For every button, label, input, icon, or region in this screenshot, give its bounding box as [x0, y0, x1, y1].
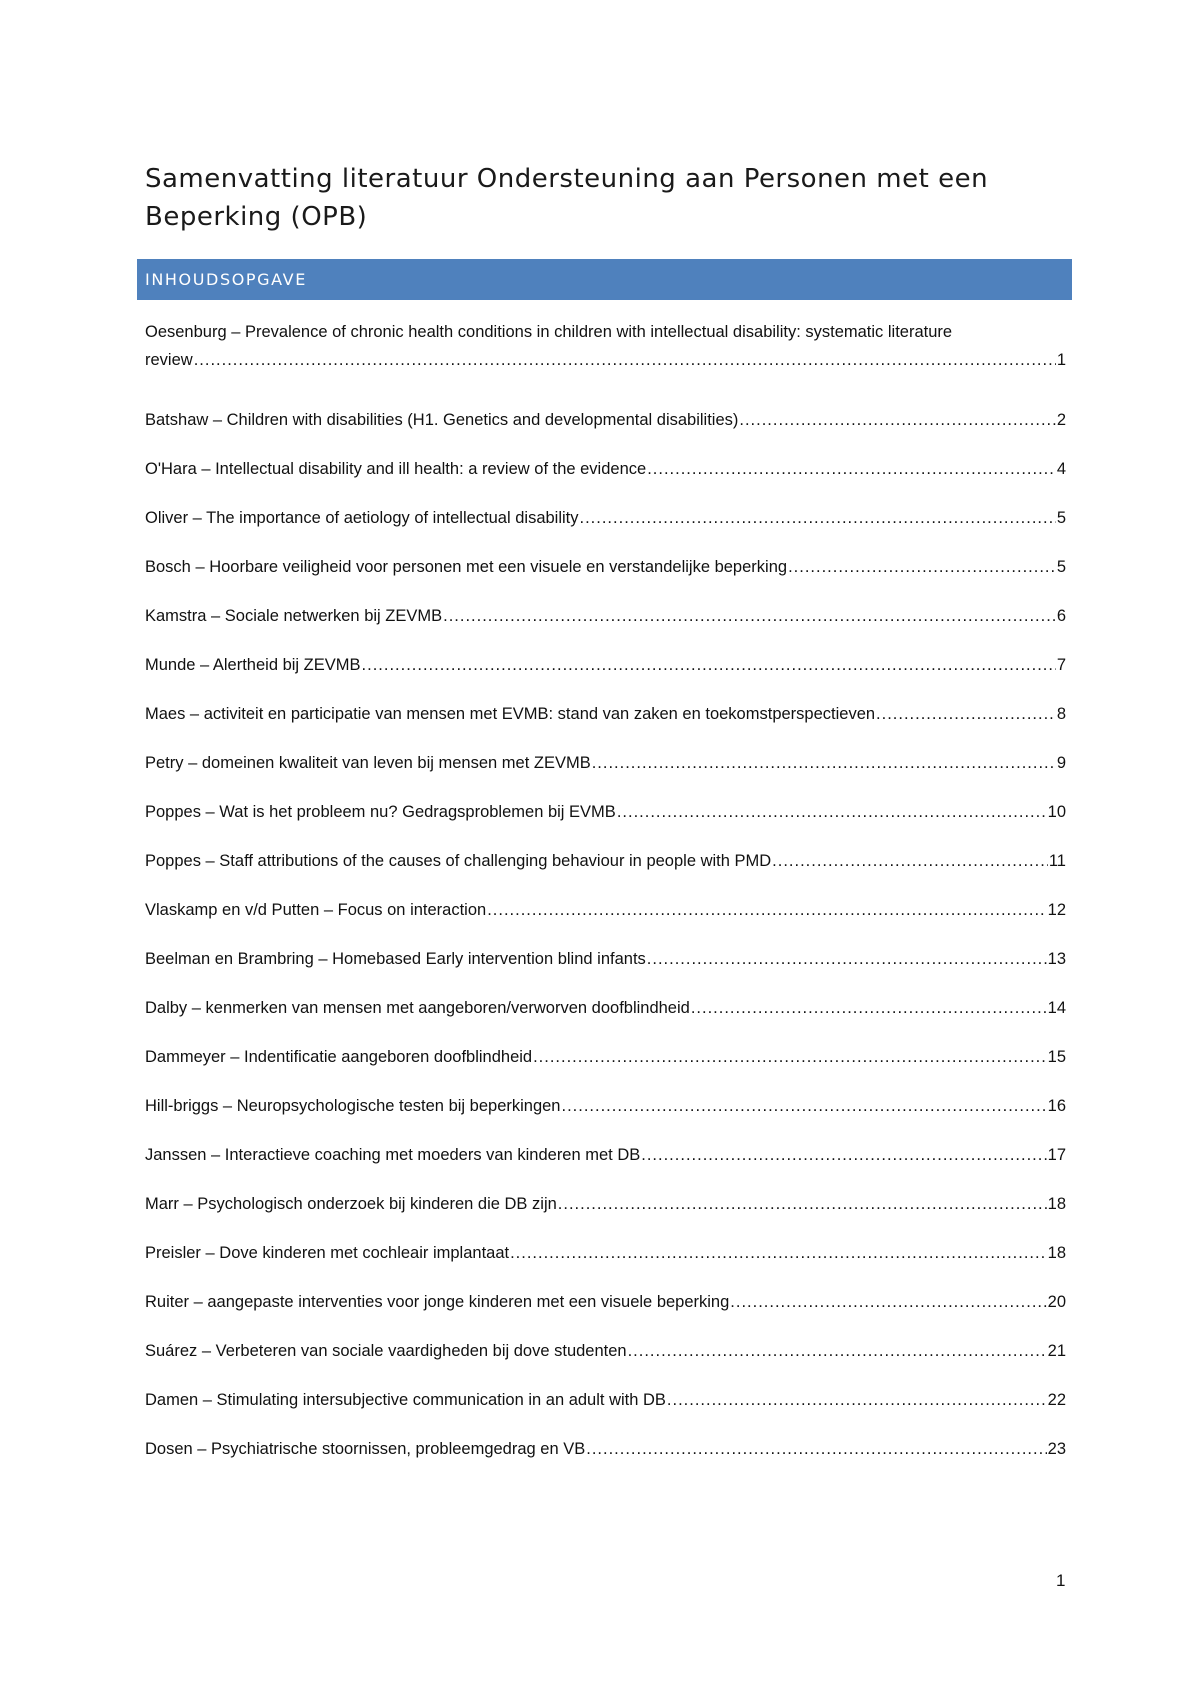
toc-entry[interactable]: [145, 493, 1066, 542]
toc-entry-page: 11: [1048, 851, 1066, 870]
toc-entry-text: Vlaskamp en v/d Putten – Focus on interaction: [145, 900, 487, 919]
toc-entry-text: Ruiter – aangepaste interventies voor jonge kinderen met een visuele beperking: [145, 1292, 730, 1311]
toc-entry-first-line: [145, 318, 1066, 346]
toc-entry-text: review: [145, 351, 193, 369]
toc-entry-page: 22: [1047, 1390, 1066, 1409]
toc-entry[interactable]: [145, 1179, 1066, 1228]
toc-entry[interactable]: [145, 1375, 1066, 1424]
toc-entry[interactable]: [145, 885, 1066, 934]
toc-entry[interactable]: [145, 1424, 1066, 1473]
toc-entry-page: 5: [1056, 508, 1066, 527]
toc-entry-text: Dosen – Psychiatrische stoornissen, probleemgedrag en VB: [145, 1439, 586, 1458]
toc-entry[interactable]: [145, 934, 1066, 983]
toc-entry-text: Preisler – Dove kinderen met cochleair implantaat: [145, 1243, 510, 1262]
toc-entry-page: 15: [1047, 1047, 1066, 1066]
toc-entry-page: 23: [1047, 1439, 1066, 1458]
dot-leader: [558, 1190, 1047, 1218]
dot-leader: [617, 798, 1047, 826]
dot-leader: [586, 1435, 1046, 1463]
toc-entry-text: Munde – Alertheid bij ZEVMB: [145, 655, 361, 674]
toc-entry[interactable]: [145, 318, 1066, 395]
toc-entry-text: Oesenburg – Prevalence of chronic health conditions in children with intellectual disability: systematic literature: [145, 323, 953, 341]
dot-leader: [628, 1337, 1047, 1365]
toc-entry-page: 12: [1047, 900, 1066, 919]
dot-leader: [194, 346, 1056, 374]
toc-entry-page: 1: [1056, 351, 1066, 369]
toc-entry[interactable]: [145, 787, 1066, 836]
toc-entry[interactable]: [145, 1130, 1066, 1179]
dot-leader: [510, 1239, 1047, 1267]
dot-leader: [443, 602, 1056, 630]
page-number: 1: [1056, 1571, 1066, 1590]
dot-leader: [730, 1288, 1046, 1316]
dot-leader: [533, 1043, 1047, 1071]
table-of-contents: [145, 318, 1066, 1473]
toc-entry-page: 21: [1047, 1341, 1066, 1360]
toc-entry-page: 7: [1056, 655, 1066, 674]
toc-entry-text: Bosch – Hoorbare veiligheid voor personen met een visuele en verstandelijke beperking: [145, 557, 788, 576]
dot-leader: [561, 1092, 1046, 1120]
toc-entry[interactable]: [145, 1032, 1066, 1081]
dot-leader: [667, 1386, 1047, 1414]
toc-entry-page: 8: [1056, 704, 1066, 723]
toc-entry-text: O'Hara – Intellectual disability and ill health: a review of the evidence: [145, 459, 647, 478]
toc-entry-page: 18: [1047, 1194, 1066, 1213]
toc-entry-page: 5: [1056, 557, 1066, 576]
toc-entry-page: 20: [1047, 1292, 1066, 1311]
toc-entry-page: 14: [1047, 998, 1066, 1017]
toc-entry-second-line: [145, 346, 1066, 374]
toc-entry-page: 9: [1056, 753, 1066, 772]
toc-entry-page: 6: [1056, 606, 1066, 625]
toc-entry-text: Janssen – Interactieve coaching met moeders van kinderen met DB: [145, 1145, 641, 1164]
toc-entry-page: 10: [1047, 802, 1066, 821]
toc-entry-text: Damen – Stimulating intersubjective communication in an adult with DB: [145, 1390, 666, 1409]
toc-entry[interactable]: [145, 1081, 1066, 1130]
dot-leader: [876, 700, 1056, 728]
toc-entry-page: 13: [1047, 949, 1066, 968]
toc-entry[interactable]: [145, 542, 1066, 591]
toc-entry-text: Poppes – Staff attributions of the causes of challenging behaviour in people with PMD: [145, 851, 772, 870]
toc-entry[interactable]: [145, 1277, 1066, 1326]
dot-leader: [641, 1141, 1046, 1169]
toc-entry[interactable]: [145, 1326, 1066, 1375]
toc-entry-text: Hill-briggs – Neuropsychologische testen bij beperkingen: [145, 1096, 561, 1115]
dot-leader: [580, 504, 1056, 532]
toc-entry[interactable]: [145, 1228, 1066, 1277]
toc-entry-page: 2: [1056, 410, 1066, 429]
toc-entry[interactable]: [145, 836, 1066, 885]
dot-leader: [362, 651, 1056, 679]
toc-entry-page: 4: [1056, 459, 1066, 478]
dot-leader: [691, 994, 1047, 1022]
dot-leader: [739, 406, 1055, 434]
dot-leader: [487, 896, 1046, 924]
dot-leader: [647, 945, 1047, 973]
toc-entry-text: Dammeyer – Indentificatie aangeboren doofblindheid: [145, 1047, 533, 1066]
toc-entry-page: 17: [1047, 1145, 1066, 1164]
toc-entry-page: 18: [1047, 1243, 1066, 1262]
toc-entry[interactable]: [145, 395, 1066, 444]
dot-leader: [788, 553, 1056, 581]
toc-heading: INHOUDSOPGAVE: [145, 270, 307, 289]
toc-entry-page: 16: [1047, 1096, 1066, 1115]
toc-entry-text: Suárez – Verbeteren van sociale vaardigheden bij dove studenten: [145, 1341, 627, 1360]
toc-entry[interactable]: [145, 640, 1066, 689]
toc-entry-text: Marr – Psychologisch onderzoek bij kinderen die DB zijn: [145, 1194, 557, 1213]
dot-leader: [772, 847, 1048, 875]
toc-entry-text: Oliver – The importance of aetiology of intellectual disability: [145, 508, 579, 527]
toc-entry[interactable]: [145, 591, 1066, 640]
toc-entry-text: Petry – domeinen kwaliteit van leven bij mensen met ZEVMB: [145, 753, 591, 772]
toc-entry[interactable]: [145, 444, 1066, 493]
toc-entry-text: Batshaw – Children with disabilities (H1. Genetics and developmental disabilities): [145, 410, 739, 429]
toc-entry[interactable]: [145, 738, 1066, 787]
toc-entry-text: Beelman en Brambring – Homebased Early intervention blind infants: [145, 949, 646, 968]
toc-entry-text: Maes – activiteit en participatie van mensen met EVMB: stand van zaken en toekomstperspectieven: [145, 704, 876, 723]
toc-entry[interactable]: [145, 689, 1066, 738]
toc-entry-text: Kamstra – Sociale netwerken bij ZEVMB: [145, 606, 443, 625]
dot-leader: [647, 455, 1056, 483]
document-title: Samenvatting literatuur Ondersteuning aan Personen met een Beperking (OPB): [145, 164, 989, 232]
toc-entry-text: Poppes – Wat is het probleem nu? Gedragsproblemen bij EVMB: [145, 802, 616, 821]
toc-heading-bar: [137, 259, 1072, 300]
toc-entry-text: Dalby – kenmerken van mensen met aangeboren/verworven doofblindheid: [145, 998, 690, 1017]
dot-leader: [592, 749, 1056, 777]
toc-entry[interactable]: [145, 983, 1066, 1032]
